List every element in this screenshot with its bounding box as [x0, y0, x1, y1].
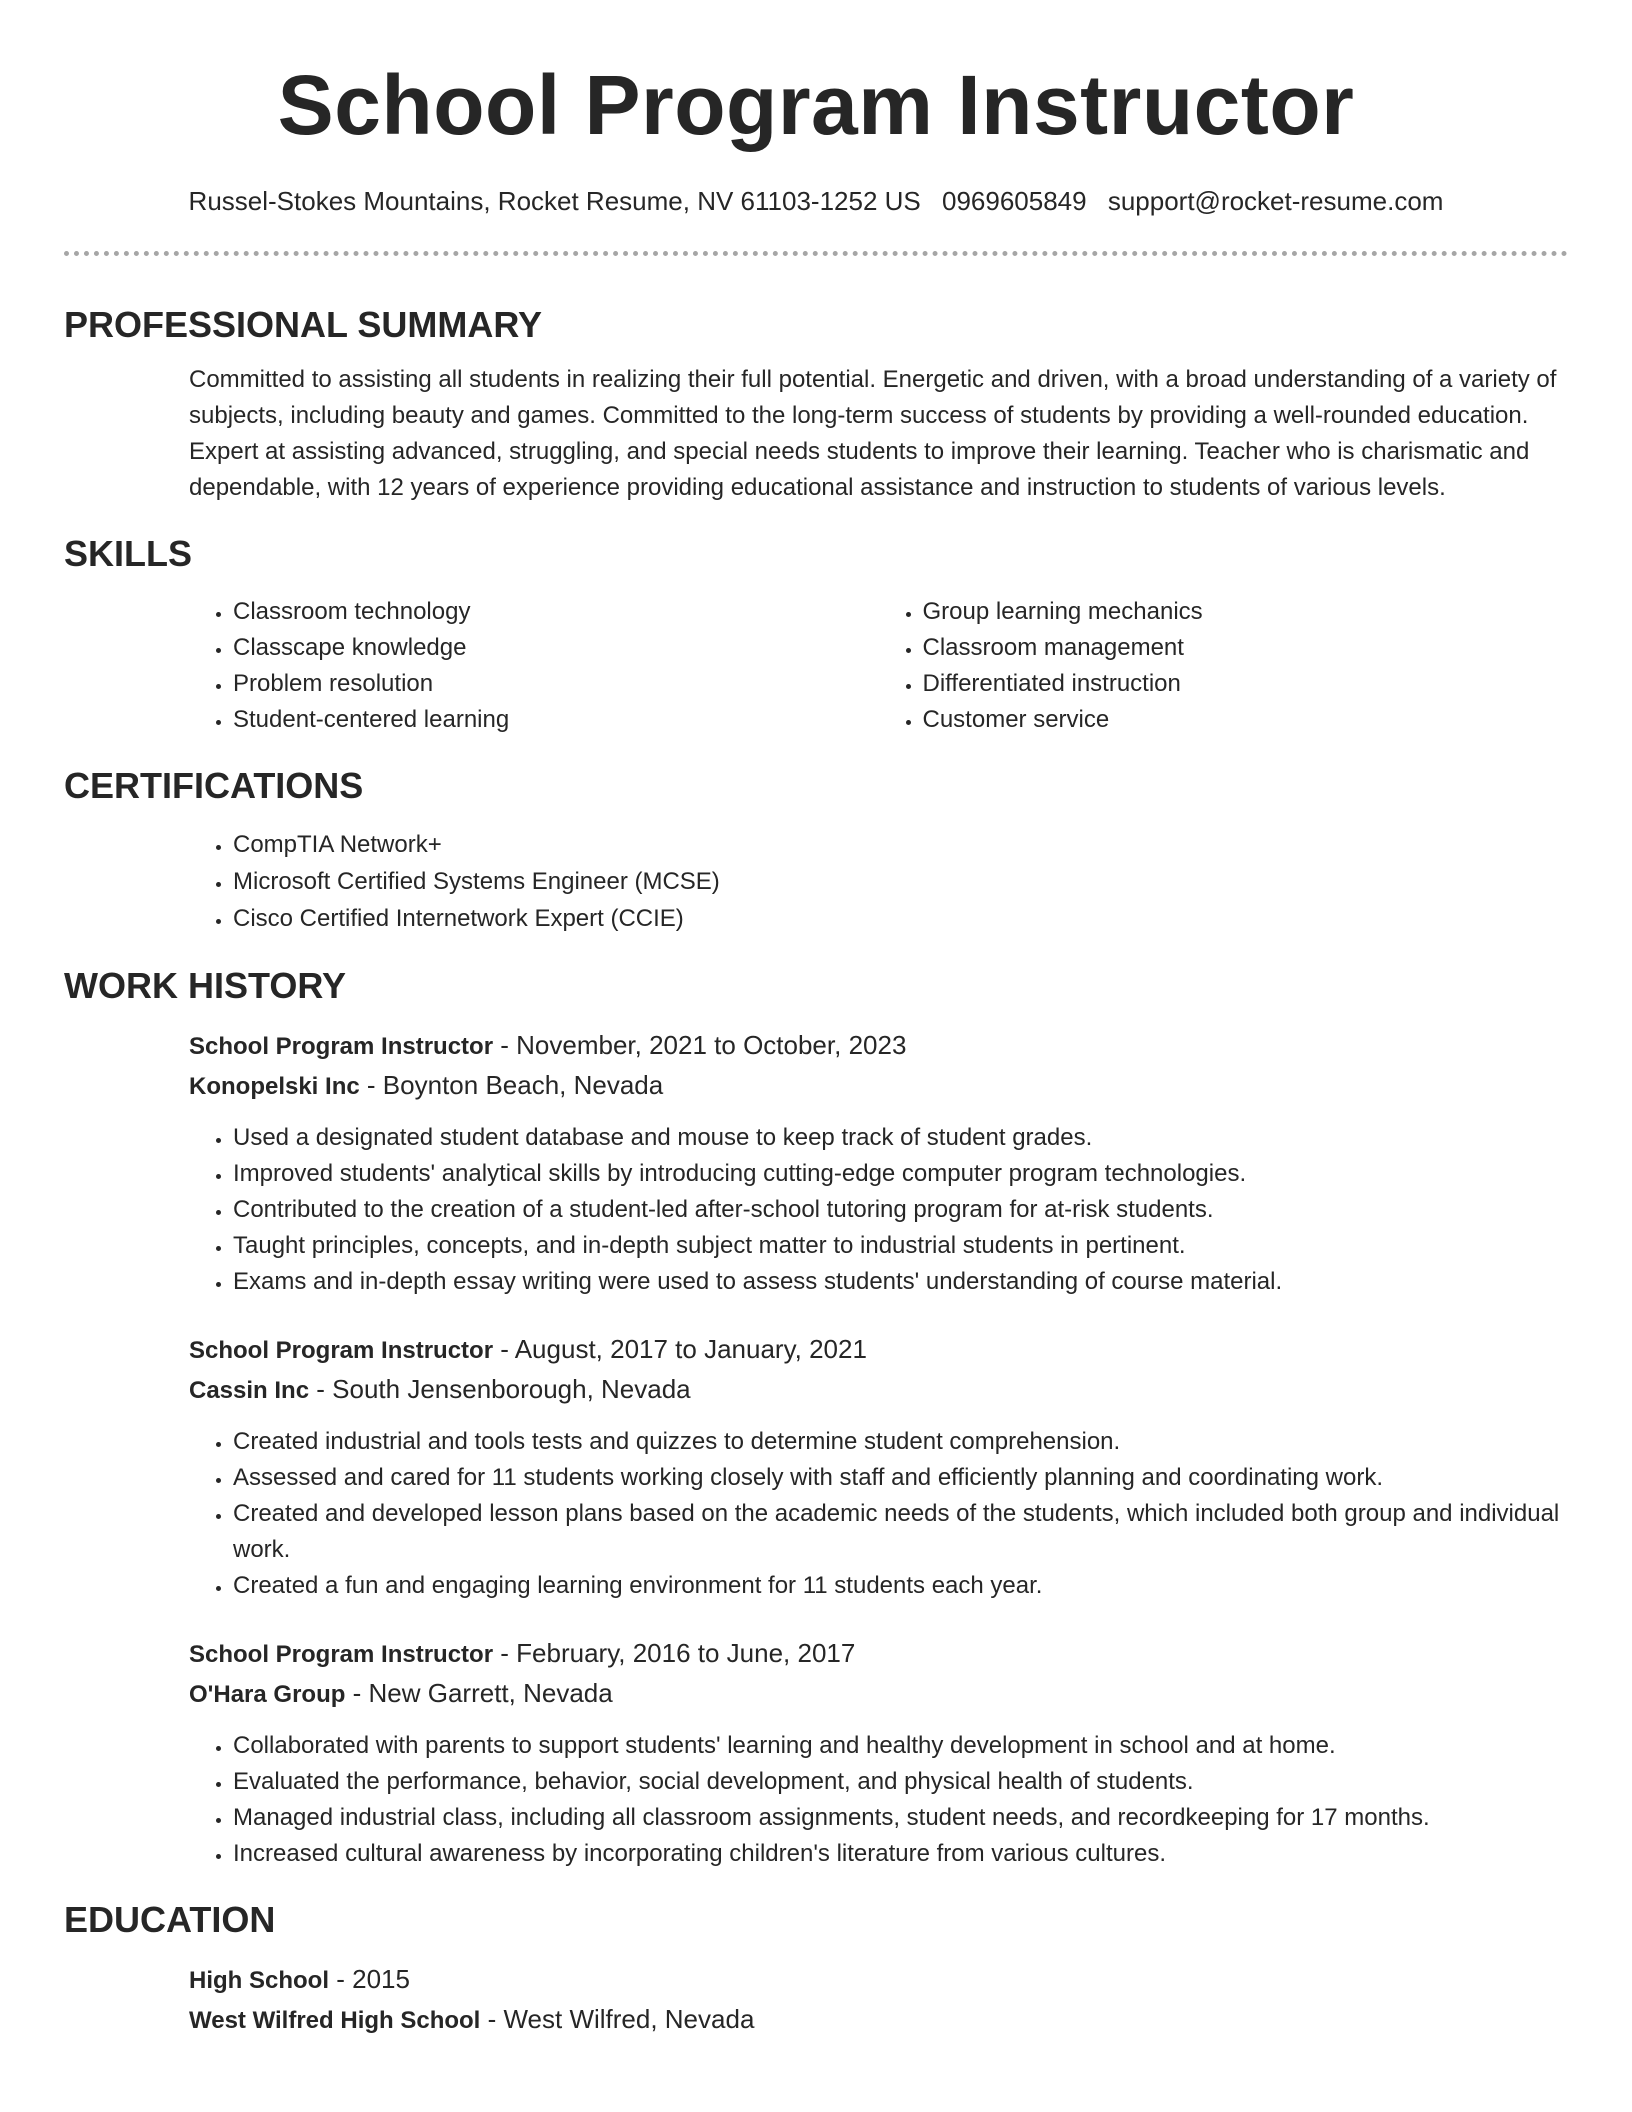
skill-item: • Classcape knowledge — [233, 630, 879, 666]
job-title-line — [189, 1026, 1568, 1066]
skill-item: • Differentiated instruction — [923, 666, 1569, 702]
job-title-line — [189, 1634, 1568, 1674]
job-entry — [189, 1330, 1568, 1604]
certification-item: • Microsoft Certified Systems Engineer (MCSE) — [233, 863, 1568, 900]
certifications-title: CERTIFICATIONS — [64, 765, 364, 806]
skill-item: • Group learning mechanics — [923, 594, 1569, 630]
certification-item: • CompTIA Network+ — [233, 826, 1568, 863]
skills-title: SKILLS — [64, 533, 193, 574]
education-school-line — [189, 2000, 1568, 2040]
job-role: School Program Instructor — [189, 1033, 494, 1060]
job-bullet: • Evaluated the performance, behavior, social development, and physical health of students. — [233, 1764, 1568, 1800]
job-company-line — [189, 1370, 1568, 1410]
contact-address: Russel-Stokes Mountains, Rocket Resume, NV 61103-1252 US — [188, 186, 921, 216]
job-company: Cassin Inc — [189, 1377, 310, 1404]
education-section — [64, 1898, 1568, 2040]
contact-line — [0, 184, 1632, 218]
job-bullets — [189, 1728, 1568, 1872]
skill-item: • Classroom technology — [233, 594, 879, 630]
skill-item: • Customer service — [923, 702, 1569, 738]
job-bullet: • Created and developed lesson plans based on the academic needs of the students, which included both group and individual work. — [233, 1496, 1568, 1568]
work-history-body — [189, 1026, 1568, 1872]
job-bullet: • Managed industrial class, including all classroom assignments, student needs, and recordkeeping for 17 months. — [233, 1800, 1568, 1836]
summary-text: Committed to assisting all students in realizing their full potential. Energetic and driven, with a broad understanding of a variety of subjects, including beauty and games. Committed to the long-term success of students by providing a well-rounded education. Expert at assisting advanced, struggling, and special needs students to improve their learning. Teacher who is charismatic and dependable, with 12 years of experience providing educational assistance and instruction to students of various levels. — [189, 366, 1557, 501]
job-company-line — [189, 1674, 1568, 1714]
education-body — [189, 1960, 1568, 2040]
job-company-line — [189, 1066, 1568, 1106]
skills-grid — [189, 594, 1568, 738]
certification-item: • Cisco Certified Internetwork Expert (CCIE) — [233, 900, 1568, 937]
job-entry — [189, 1026, 1568, 1300]
job-dates: - August, 2017 to January, 2021 — [493, 1334, 867, 1364]
education-title: EDUCATION — [64, 1899, 276, 1940]
job-bullet: • Created a fun and engaging learning environment for 11 students each year. — [233, 1568, 1568, 1604]
skills-section — [64, 532, 1568, 738]
work-history-title: WORK HISTORY — [64, 965, 347, 1006]
job-bullet: • Improved students' analytical skills by introducing cutting-edge computer program technologies. — [233, 1156, 1568, 1192]
job-location: - South Jensenborough, Nevada — [309, 1374, 691, 1404]
job-entry — [189, 1634, 1568, 1872]
job-bullet: • Used a designated student database and mouse to keep track of student grades. — [233, 1120, 1568, 1156]
skill-item: • Classroom management — [923, 630, 1569, 666]
work-history-section — [64, 964, 1568, 1872]
education-year: - 2015 — [329, 1964, 410, 1994]
contact-email: support@rocket-resume.com — [1107, 186, 1444, 216]
job-company: O'Hara Group — [189, 1681, 346, 1708]
job-bullets — [189, 1424, 1568, 1604]
job-bullet: • Created industrial and tools tests and quizzes to determine student comprehension. — [233, 1424, 1568, 1460]
job-bullet: • Increased cultural awareness by incorporating children's literature from various cultures. — [233, 1836, 1568, 1872]
summary-title: PROFESSIONAL SUMMARY — [64, 304, 543, 345]
education-degree-line — [189, 1960, 1568, 2000]
summary-section — [64, 303, 1568, 506]
job-bullet: • Collaborated with parents to support students' learning and healthy development in school and at home. — [233, 1728, 1568, 1764]
skills-list-right — [879, 594, 1569, 738]
job-dates: - November, 2021 to October, 2023 — [493, 1030, 907, 1060]
job-location: - New Garrett, Nevada — [345, 1678, 613, 1708]
job-role: School Program Instructor — [189, 1337, 494, 1364]
skill-item: • Problem resolution — [233, 666, 879, 702]
certifications-body — [189, 826, 1568, 937]
skills-list-left — [189, 594, 879, 738]
job-dates: - February, 2016 to June, 2017 — [493, 1638, 856, 1668]
header-divider — [64, 251, 1568, 256]
contact-phone: 0969605849 — [941, 186, 1087, 216]
job-bullet: • Contributed to the creation of a student-led after-school tutoring program for at-risk students. — [233, 1192, 1568, 1228]
job-bullet: • Assessed and cared for 11 students working closely with staff and efficiently planning and coordinating work. — [233, 1460, 1568, 1496]
job-location: - Boynton Beach, Nevada — [359, 1070, 664, 1100]
education-location: - West Wilfred, Nevada — [480, 2004, 755, 2034]
education-school: West Wilfred High School — [189, 2007, 481, 2034]
job-bullet: • Exams and in-depth essay writing were used to assess students' understanding of course material. — [233, 1264, 1568, 1300]
job-company: Konopelski Inc — [189, 1073, 360, 1100]
certifications-list — [189, 826, 1568, 937]
certifications-section — [64, 764, 1568, 937]
skill-item: • Student-centered learning — [233, 702, 879, 738]
job-bullet: • Taught principles, concepts, and in-depth subject matter to industrial students in pertinent. — [233, 1228, 1568, 1264]
job-title-line — [189, 1330, 1568, 1370]
job-role: School Program Instructor — [189, 1641, 494, 1668]
job-bullets — [189, 1120, 1568, 1300]
education-degree: High School — [189, 1967, 329, 1994]
resume-name: School Program Instructor — [277, 58, 1355, 152]
